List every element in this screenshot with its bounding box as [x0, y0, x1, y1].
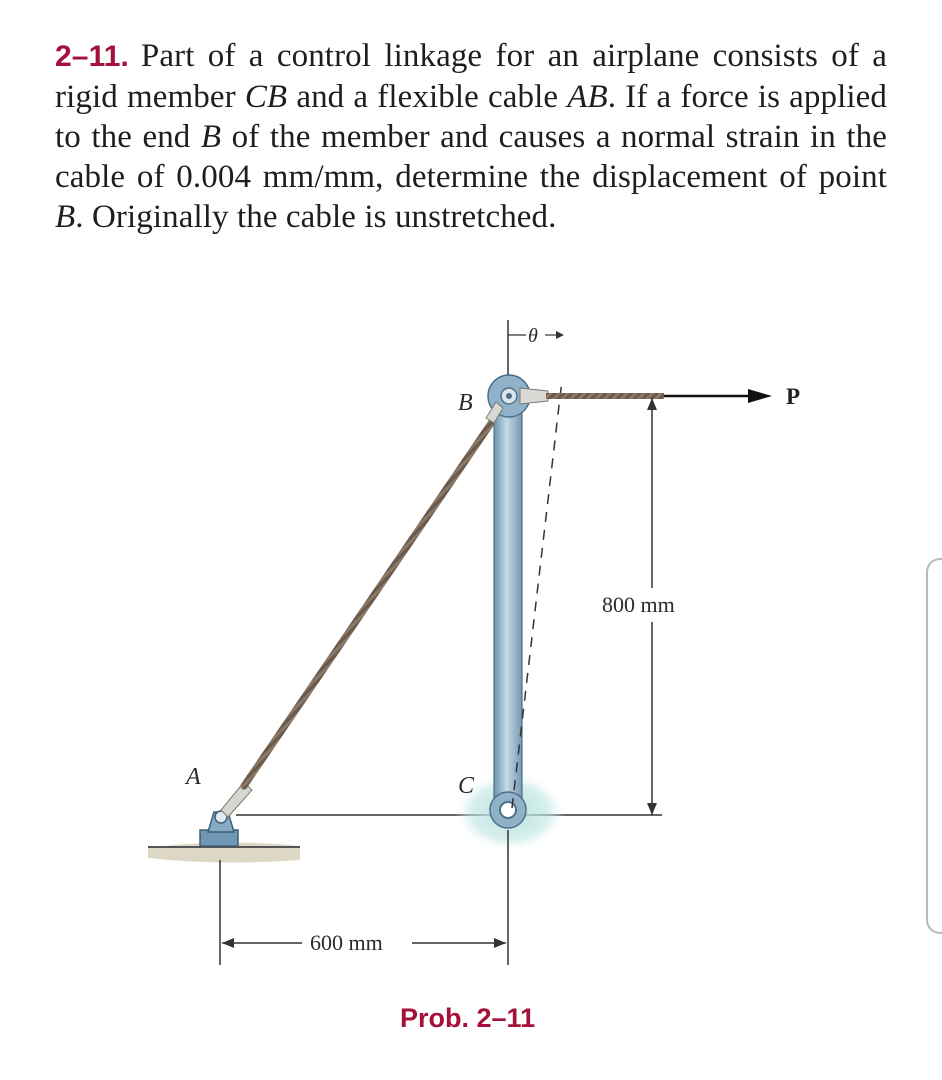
variable-b: B — [200, 119, 222, 155]
variable-b-second: B — [55, 199, 76, 235]
rigid-member-cb — [494, 398, 522, 808]
problem-text-part-3: . If a force is applied to the end — [55, 79, 887, 155]
side-scroll-handle[interactable] — [926, 558, 942, 934]
figure-caption: Prob. 2–11 — [400, 1003, 536, 1033]
theta-indicator — [508, 325, 564, 347]
joint-b — [486, 375, 548, 423]
problem-text-part-2: and a flexible cable — [287, 79, 568, 115]
dimension-800-mm: 800 mm — [602, 592, 675, 617]
variable-ab: AB — [567, 79, 608, 115]
label-c: C — [458, 773, 475, 799]
pin-support-a — [200, 782, 252, 846]
pin-c — [490, 792, 526, 828]
dimension-600-mm: 600 mm — [310, 930, 383, 955]
cable-ab — [244, 410, 500, 786]
problem-number: 2–11. — [55, 40, 129, 73]
label-a: A — [186, 764, 201, 790]
force-arrow-p — [664, 389, 772, 403]
problem-text-part-4: of the member and causes a normal strain in the cable of 0.004 mm/mm, determine the displacement of point — [55, 119, 887, 195]
variable-cb: CB — [244, 79, 288, 115]
label-b: B — [458, 390, 473, 416]
problem-text-part-1: Part of a control linkage for an airplane consists of a rigid member — [55, 38, 887, 115]
problem-text-part-5: . Originally the cable is unstretched. — [75, 199, 557, 235]
label-p: P — [786, 384, 801, 409]
label-theta: θ — [528, 325, 538, 347]
